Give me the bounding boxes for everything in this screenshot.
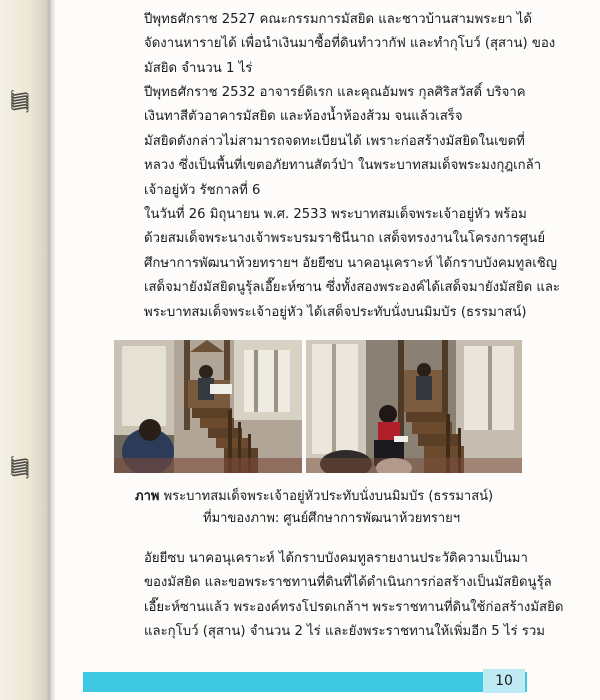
caption-label: ภาพ [135, 489, 160, 504]
text-line: ของมัสยิด และขอพระราชทานที่ดินที่ได้ดำเนินการก่อสร้างเป็นมัสยิดนูรุ้ล [144, 575, 552, 591]
paragraph-1 [110, 8, 555, 81]
text-line: เสด็จมายังมัสยิดนูรุ้ลเอี๊ยะห์ซาน ซึ่งทั้งสองพระองค์ได้เสด็จมายังมัสยิด และ [144, 280, 560, 296]
text-line: ปีพุทธศักราช 2527 คณะกรรมการมัสยิด และชาวบ้านสามพระยา ได้ [144, 12, 532, 27]
sidebar-ornament-top: ʃʃʃʃʃʃ [10, 92, 31, 110]
photo-caption [135, 486, 505, 530]
sidebar-shadow [50, 0, 56, 700]
text-line: ศึกษาการพัฒนาห้วยทรายฯ อัยยีซบ นาคอนุเคราะห์ ได้กราบบังคมทูลเชิญ [144, 255, 557, 271]
paragraph-4 [110, 203, 560, 325]
text-line: มัสยิดดังกล่าวไม่สามารถจดทะเบียนได้ เพราะก่อสร้างมัสยิดในเขตที่ [144, 134, 525, 149]
paragraph-2 [110, 81, 526, 130]
paragraph-5 [110, 547, 563, 645]
caption-text: พระบาทสมเด็จพระเจ้าอยู่หัวประทับนั่งบนมิมบัร (ธรรมาสน์) [163, 489, 494, 504]
caption-source: ที่มาของภาพ: ศูนย์ศึกษาการพัฒนาห้วยทรายฯ [203, 511, 461, 526]
text-line: ในวันที่ 26 มิถุนายน พ.ศ. 2533 พระบาทสมเด็จพระเจ้าอยู่หัว พร้อม [144, 207, 527, 222]
text-line: ด้วยสมเด็จพระนางเจ้าพระบรมราชินีนาถ เสด็จทรงงานในโครงการศูนย์ [144, 231, 546, 247]
page-number: 10 [483, 669, 525, 693]
text-line: เจ้าอยู่หัว รัชกาลที่ 6 [144, 182, 261, 198]
footer-bar [83, 672, 527, 692]
paragraph-3 [110, 130, 541, 203]
text-line: หลวง ซึ่งเป็นพื้นที่เขตอภัยทานสัตว์ป่า ในพระบาทสมเด็จพระมงกุฎเกล้า [144, 158, 542, 174]
sidebar-ornament-bottom: ʃʃʃʃʃʃ [10, 458, 31, 476]
text-line: ปีพุทธศักราช 2532 อาจารย์ดิเรก และคุณอัมพร กุลศิริสวัสดิ์ บริจาค [144, 85, 526, 100]
text-line: เอี๊ยะห์ซานแล้ว พระองค์ทรงโปรดเกล้าฯ พระราชทานที่ดินใช้ก่อสร้างมัสยิด [144, 599, 564, 615]
text-line: อัยยีซบ นาคอนุเคราะห์ ได้กราบบังคมทูลรายงานประวัติความเป็นมา [144, 551, 528, 566]
text-line: จัดงานหารายได้ เพื่อนำเงินมาซื้อที่ดินทำวากัฟ และทำกุโบว์ (สุสาน) ของ [144, 36, 556, 52]
text-line: มัสยิด จำนวน 1 ไร่ [144, 60, 253, 76]
caption-line-1 [135, 486, 505, 508]
photo-king-on-minbar-right [306, 340, 522, 473]
text-line: และกุโบว์ (สุสาน) จำนวน 2 ไร่ และยังพระราชทานให้เพิ่มอีก 5 ไร่ รวม [144, 624, 545, 640]
photo-king-on-minbar-left [114, 340, 302, 473]
photo-right-illustration [306, 340, 522, 473]
decorative-sidebar [0, 0, 50, 700]
text-line: พระบาทสมเด็จพระเจ้าอยู่หัว ได้เสด็จประทับนั่งบนมิมบัร (ธรรมาสน์) [144, 304, 527, 320]
text-line: เงินทาสีตัวอาคารมัสยิด และห้องน้ำห้องส้วม จนแล้วเสร็จ [144, 109, 463, 125]
photo-left-illustration [114, 340, 302, 473]
